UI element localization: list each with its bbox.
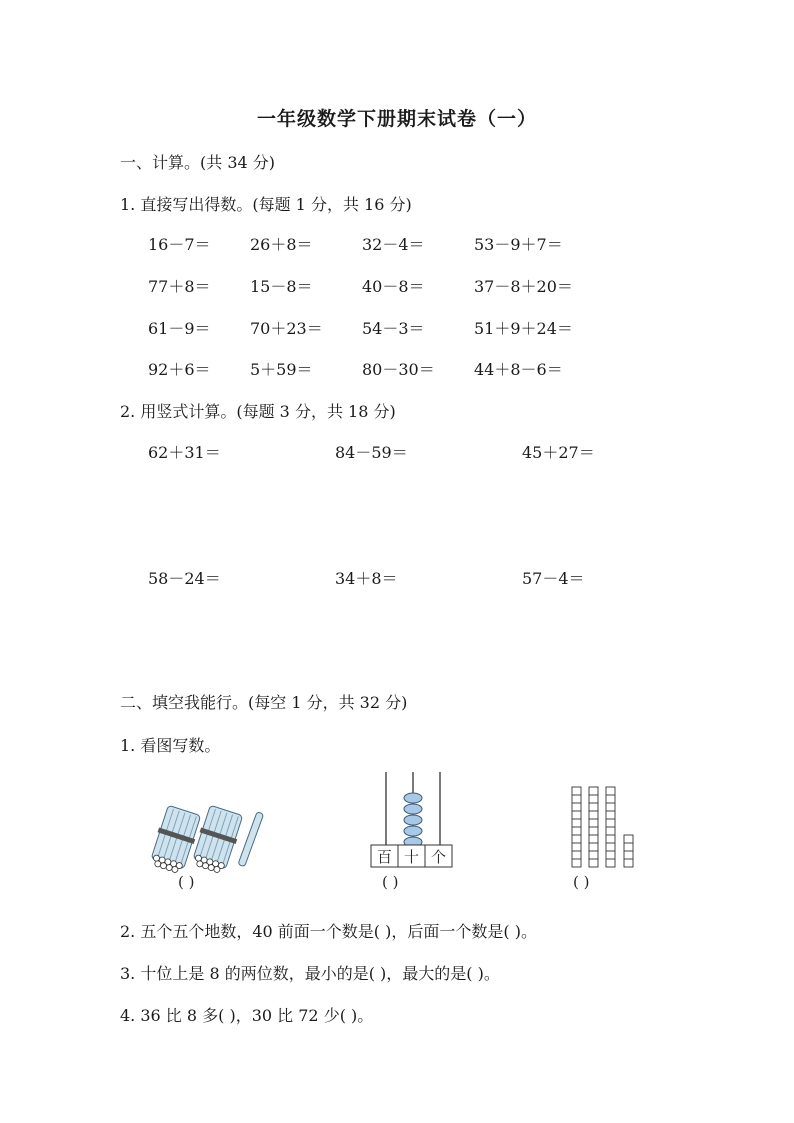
- calc-item: 16－7＝: [148, 235, 211, 254]
- abacus-label-ones: 个: [430, 848, 447, 866]
- calc-item: 54－3＝: [362, 319, 425, 338]
- page-title: 一年级数学下册期末试卷（一）: [256, 108, 537, 130]
- calc-item: 32－4＝: [362, 235, 425, 254]
- calc-item: 80－30＝: [362, 360, 435, 379]
- s2-q3: 3. 十位上是 8 的两位数，最小的是( )，最大的是( )。: [120, 964, 500, 983]
- calc-item: 44＋8－6＝: [474, 360, 563, 379]
- section1-heading: 一、计算。(共 34 分): [120, 153, 276, 172]
- vertical-calc-item: 57－4＝: [522, 569, 585, 588]
- vertical-calc-item: 84－59＝: [335, 443, 408, 462]
- answer-blank[interactable]: ( ): [178, 873, 195, 891]
- calc-item: 51＋9＋24＝: [474, 319, 573, 338]
- calc-item: 40－8＝: [362, 277, 425, 296]
- vertical-calc-item: 34＋8＝: [335, 569, 398, 588]
- q1-heading: 1. 直接写出得数。(每题 1 分，共 16 分): [120, 195, 412, 214]
- ten-rod: [606, 787, 615, 867]
- abacus-label-hundreds: 百: [376, 848, 393, 866]
- stick-bundles-illustration: [150, 805, 265, 875]
- calc-item: 92＋6＝: [148, 360, 211, 379]
- calc-item: 15－8＝: [250, 277, 313, 296]
- s2-q1-heading: 1. 看图写数。: [120, 736, 221, 755]
- calc-item: 53－9＋7＝: [474, 235, 563, 254]
- abacus-illustration: [368, 770, 458, 870]
- vertical-calc-item: 58－24＝: [148, 569, 221, 588]
- calc-item: 5＋59＝: [250, 360, 313, 379]
- section2-heading: 二、填空我能行。(每空 1 分，共 32 分): [120, 693, 408, 712]
- ten-rod: [572, 787, 581, 867]
- answer-blank[interactable]: ( ): [382, 873, 399, 891]
- vertical-calc-item: 62＋31＝: [148, 443, 221, 462]
- ten-rod: [589, 787, 598, 867]
- calc-item: 37－8＋20＝: [474, 277, 573, 296]
- vertical-calc-item: 45＋27＝: [522, 443, 595, 462]
- answer-blank[interactable]: ( ): [573, 873, 590, 891]
- stick-bundle: [147, 805, 202, 876]
- q2-heading: 2. 用竖式计算。(每题 3 分，共 18 分): [120, 402, 396, 421]
- s2-q4: 4. 36 比 8 多( )，30 比 72 少( )。: [120, 1006, 374, 1025]
- calc-item: 70＋23＝: [250, 319, 323, 338]
- calc-item: 61－9＝: [148, 319, 211, 338]
- calc-item: 77＋8＝: [148, 277, 211, 296]
- calc-item: 26＋8＝: [250, 235, 313, 254]
- abacus-label-tens: 十: [403, 848, 420, 866]
- ones-column: [624, 835, 633, 867]
- s2-q2: 2. 五个五个地数，40 前面一个数是( )，后面一个数是( )。: [120, 922, 537, 941]
- base-ten-blocks-illustration: [570, 785, 640, 870]
